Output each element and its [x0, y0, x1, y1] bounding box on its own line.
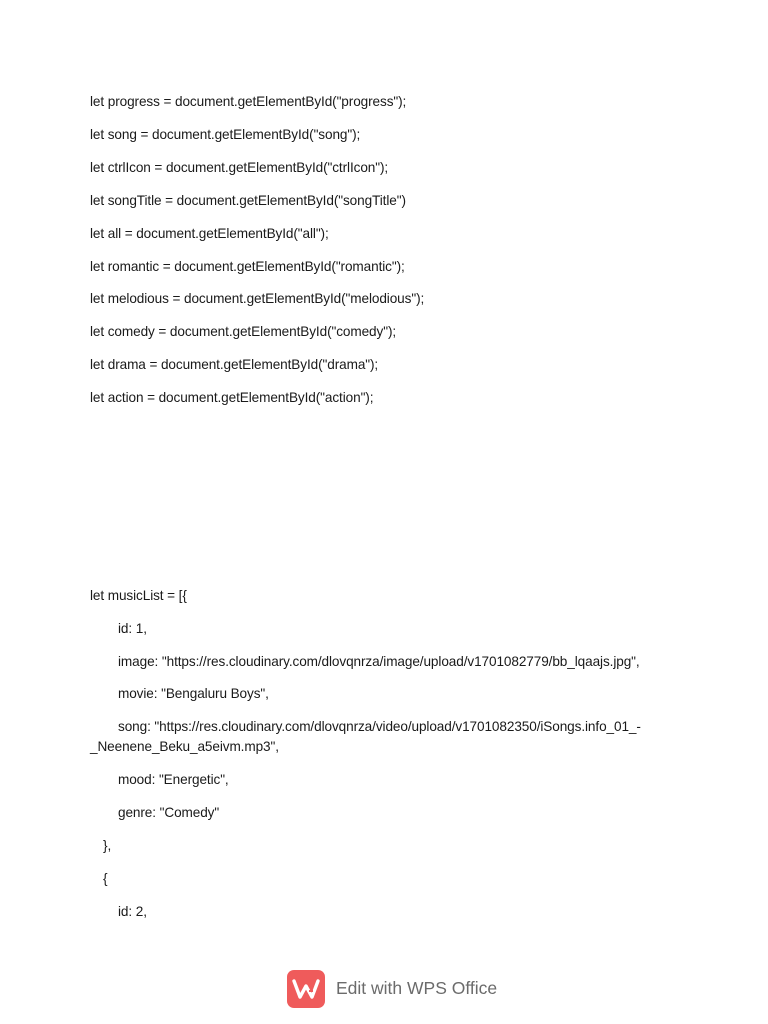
code-line: genre: "Comedy" — [118, 805, 220, 820]
wps-office-logo-icon — [287, 970, 325, 1008]
code-line: song: "https://res.cloudinary.com/dlovqnrza/video/upload/v1701082350/iSongs.info_01_- — [118, 719, 641, 734]
code-line: id: 2, — [118, 904, 147, 919]
code-line: let all = document.getElementById("all"); — [90, 226, 329, 241]
code-line: image: "https://res.cloudinary.com/dlovqnrza/image/upload/v1701082779/bb_lqaajs.jpg", — [118, 654, 640, 669]
code-line: id: 1, — [118, 621, 147, 636]
edit-with-wps-office-label: Edit with WPS Office — [336, 978, 498, 998]
code-line: let ctrlIcon = document.getElementById("ctrlIcon"); — [90, 160, 389, 175]
code-line: let drama = document.getElementById("drama"); — [90, 357, 379, 372]
code-line: { — [103, 871, 108, 886]
code-line: let progress = document.getElementById("progress"); — [90, 94, 407, 109]
code-line: let musicList = [{ — [90, 588, 187, 603]
code-line: let comedy = document.getElementById("comedy"); — [90, 324, 397, 339]
code-line: let action = document.getElementById("action"); — [90, 390, 374, 405]
code-line: mood: "Energetic", — [118, 772, 229, 787]
code-line: movie: "Bengaluru Boys", — [118, 686, 269, 701]
code-line: let songTitle = document.getElementById("songTitle") — [90, 193, 406, 208]
edit-with-wps-office-button[interactable] — [287, 968, 497, 1009]
code-line: _Neenene_Beku_a5eivm.mp3", — [90, 739, 279, 754]
code-line: let song = document.getElementById("song"); — [90, 127, 361, 142]
wps-w-glyph-icon — [292, 978, 320, 1000]
code-line: let melodious = document.getElementById("melodious"); — [90, 291, 425, 306]
code-line: let romantic = document.getElementById("romantic"); — [90, 259, 405, 274]
code-line: }, — [103, 838, 112, 853]
